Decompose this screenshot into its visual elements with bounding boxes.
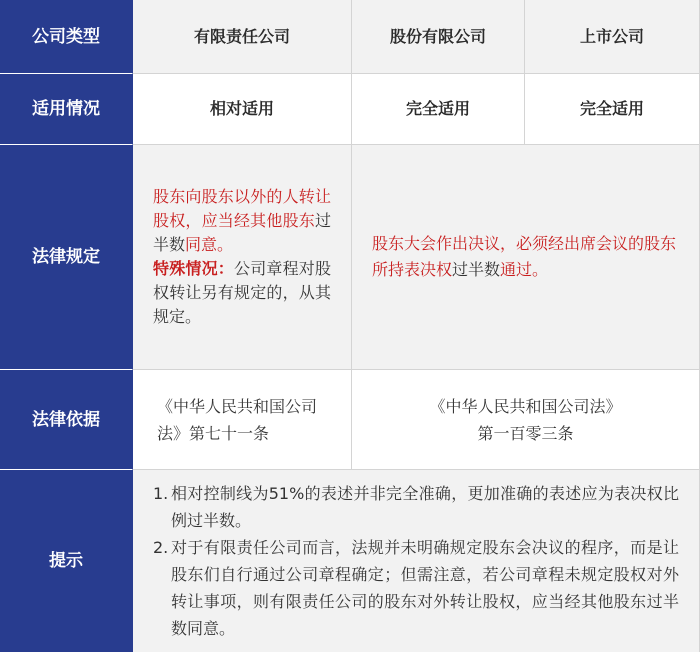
applicability-llc: 相对适用 bbox=[133, 74, 352, 145]
applicability-listed: 完全适用 bbox=[525, 74, 700, 145]
rule-llc-special-text: 公司章程对股权转让另有规定的，从其规定。 bbox=[153, 259, 331, 326]
col-header-listed: 上市公司 bbox=[525, 0, 700, 74]
row-header-legal-rule: 法律规定 bbox=[0, 145, 133, 370]
legal-basis-llc: 《中华人民共和国公司法》第七十一条 bbox=[133, 370, 352, 470]
rule-shared-black: 过半数 bbox=[452, 260, 501, 279]
legal-basis-shared-line1: 《中华人民共和国公司法》 bbox=[429, 396, 622, 416]
applicability-joint-stock: 完全适用 bbox=[352, 74, 525, 145]
row-header-applicability: 适用情况 bbox=[0, 74, 133, 145]
row-header-tips: 提示 bbox=[0, 470, 133, 652]
tip-item: 1. 相对控制线为51%的表述并非完全准确，更加准确的表述应为表决权比例过半数。 bbox=[153, 484, 679, 530]
row-header-company-type: 公司类型 bbox=[0, 0, 133, 74]
col-header-joint-stock: 股份有限公司 bbox=[352, 0, 525, 74]
rule-llc-black-1: 过半数 bbox=[153, 211, 331, 254]
legal-basis-shared bbox=[352, 370, 700, 470]
rule-llc-special-label: 特殊情况： bbox=[153, 259, 234, 278]
legal-rule-llc bbox=[133, 145, 352, 370]
legal-rule-shared bbox=[352, 145, 700, 370]
row-header-legal-basis: 法律依据 bbox=[0, 370, 133, 470]
legal-basis-shared-line2: 第一百零三条 bbox=[477, 423, 574, 443]
tips-content bbox=[133, 470, 700, 652]
rule-shared-red-2: 通过。 bbox=[500, 260, 549, 279]
rule-llc-red-2: 同意。 bbox=[185, 235, 234, 254]
rule-llc-red-1: 股东向股东以外的人转让股权，应当经其他股东 bbox=[153, 187, 331, 230]
rule-shared-red-1: 股东大会作出决议，必须经出席会议的股东所持表决权 bbox=[372, 234, 677, 279]
col-header-llc: 有限责任公司 bbox=[133, 0, 352, 74]
tip-item: 2. 对于有限责任公司而言，法规并未明确规定股东会决议的程序，而是让股东们自行通过公司章程确定；但需注意，若公司章程未规定股权对外转让事项，则有限责任公司的股东对外转让股权，应当经其他股东过半数同意。 bbox=[153, 538, 679, 638]
tips-list bbox=[153, 480, 679, 642]
